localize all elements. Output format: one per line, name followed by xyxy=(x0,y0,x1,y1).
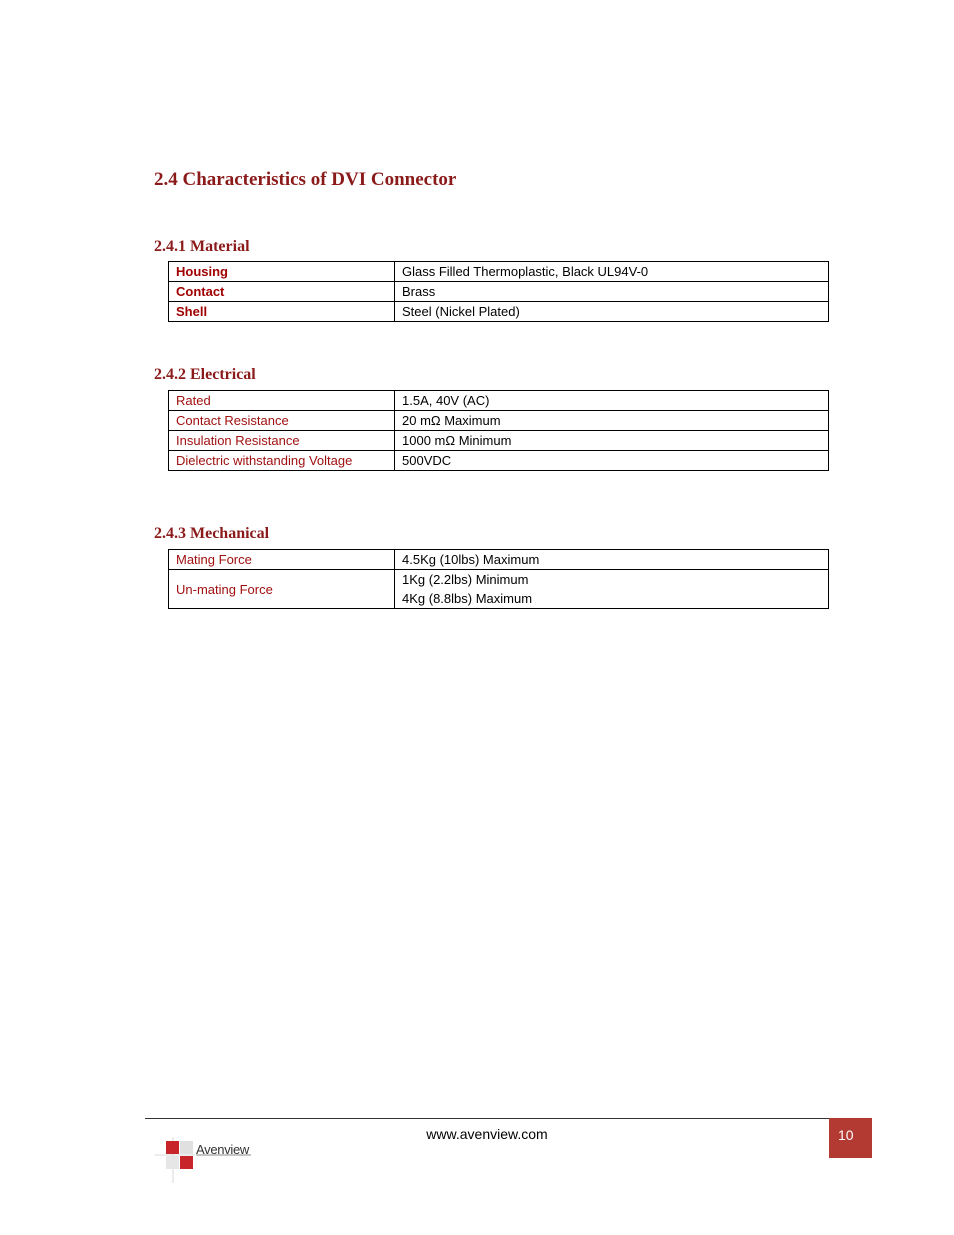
material-heading: 2.4.1 Material xyxy=(154,238,250,255)
row-value: 500VDC xyxy=(395,451,829,471)
row-label: Rated xyxy=(169,391,395,411)
table-row xyxy=(169,282,829,302)
table-row xyxy=(169,550,829,570)
row-label: Dielectric withstanding Voltage xyxy=(169,451,395,471)
row-value: 4.5Kg (10lbs) Maximum xyxy=(395,550,829,570)
table-row xyxy=(169,262,829,282)
row-value-line: 4Kg (8.8lbs) Maximum xyxy=(402,591,533,606)
avenview-logo xyxy=(155,1135,265,1185)
row-label: Contact xyxy=(169,282,395,302)
row-label: Contact Resistance xyxy=(169,411,395,431)
material-table xyxy=(168,261,829,322)
table-row xyxy=(169,391,829,411)
table-row xyxy=(169,431,829,451)
table-row xyxy=(169,451,829,471)
table-row xyxy=(169,302,829,322)
row-label: Un-mating Force xyxy=(169,570,395,609)
row-value: 1.5A, 40V (AC) xyxy=(395,391,829,411)
electrical-heading: 2.4.2 Electrical xyxy=(154,366,256,383)
row-value: Brass xyxy=(395,282,829,302)
section-title: 2.4 Characteristics of DVI Connector xyxy=(154,169,457,190)
mechanical-heading: 2.4.3 Mechanical xyxy=(154,525,270,542)
row-value: 20 mΩ Maximum xyxy=(395,411,829,431)
row-value: 1000 mΩ Minimum xyxy=(395,431,829,451)
row-label: Housing xyxy=(169,262,395,282)
mechanical-table xyxy=(168,549,829,609)
footer-url: www.avenview.com xyxy=(426,1126,548,1142)
footer-divider xyxy=(145,1118,872,1119)
page-number-badge: 10 xyxy=(829,1118,872,1158)
row-value: Glass Filled Thermoplastic, Black UL94V-0 xyxy=(395,262,829,282)
row-label: Shell xyxy=(169,302,395,322)
electrical-table xyxy=(168,390,829,471)
row-value-line: 1Kg (2.2lbs) Minimum xyxy=(402,572,529,587)
row-label: Mating Force xyxy=(169,550,395,570)
row-label: Insulation Resistance xyxy=(169,431,395,451)
logo-text: Avenview xyxy=(196,1142,250,1157)
table-row xyxy=(169,411,829,431)
table-row xyxy=(169,570,829,609)
row-value xyxy=(395,570,829,609)
row-value: Steel (Nickel Plated) xyxy=(395,302,829,322)
